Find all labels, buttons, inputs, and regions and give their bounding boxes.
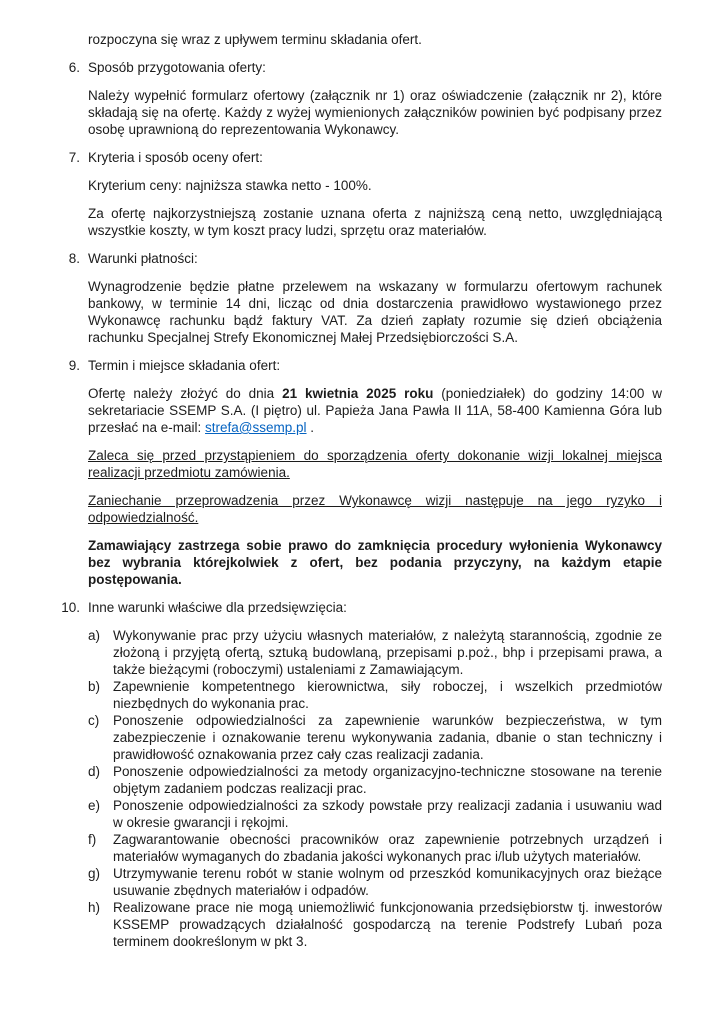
list-item-a-text: Wykonywanie prac przy użyciu własnych materiałów, z należytą starannością, zgodnie ze złożoną i przyjętą ofertą, sztuką budowlaną, przepisami p.poż., bhp i przepisami prawa, a także bieżącymi (roboczymi) ustaleniami z Zamawiającym.: [113, 628, 662, 677]
section10-list: [88, 627, 662, 950]
section10-title: Inne warunki właściwe dla przedsięwzięcia:: [88, 600, 347, 615]
section7-heading: [52, 149, 662, 166]
email-link[interactable]: strefa@ssemp.pl: [205, 420, 307, 435]
list-item-g: [88, 865, 662, 899]
section9-title: Termin i miejsce składania ofert:: [88, 358, 281, 373]
list-item-h-text: Realizowane prace nie mogą uniemożliwić funkcjonowania przedsiębiorstw tj. inwestorów KSSEMP prowadzących działalność gospodarczą na terenie Podstrefy Lubań poza terminem dookreślonym w pkt 3.: [113, 900, 662, 949]
section6-title: Sposób przygotowania oferty:: [88, 60, 266, 75]
list-item-b-letter: b): [88, 679, 101, 694]
continuation-line: rozpoczyna się wraz z upływem terminu składania ofert.: [88, 32, 422, 47]
list-item-h: [88, 899, 662, 950]
section8-number: 8.: [68, 251, 80, 266]
deadline-text-end: .: [306, 420, 315, 435]
section10-number: 10.: [61, 600, 80, 615]
list-item-a: [88, 627, 662, 678]
list-item-g-text: Utrzymywanie terenu robót w stanie wolnym od przeszkód komunikacyjnych oraz bieżące usuwanie zbędnych materiałów i odpadów.: [113, 866, 662, 898]
list-item-d-letter: d): [88, 764, 101, 779]
section9-deadline-paragraph: [88, 385, 662, 436]
section7-body: Za ofertę najkorzystniejszą zostanie uznana oferta z najniższą ceną netto, uwzględniającą wszystkie koszty, w tym koszt pracy ludzi, sprzętu oraz materiałów.: [88, 206, 662, 238]
list-item-b: [88, 678, 662, 712]
section6-body: Należy wypełnić formularz ofertowy (załącznik nr 1) oraz oświadczenie (załącznik nr 2), które składają się na ofertę. Każdy z wyżej wymienionych załączników powinien być podpisany przez osobę uprawnioną do reprezentowania Wykonawcy.: [88, 88, 662, 137]
section9-advice-underlined: Zaleca się przed przystąpieniem do sporządzenia oferty dokonanie wizji lokalnej miejsca realizacji przedmiotu zamówienia.: [88, 448, 662, 480]
list-item-c-text: Ponoszenie odpowiedzialności za zapewnienie warunków bezpieczeństwa, w tym zabezpieczenie i oznakowanie terenu wykonywania zadania, dbanie o stan techniczny i prawidłowość oznakowania przez cały czas realizacji zadania.: [113, 713, 662, 762]
list-item-e-text: Ponoszenie odpowiedzialności za szkody powstałe przy realizacji zadania i usuwaniu wad w okresie gwarancji i rękojmi.: [113, 798, 662, 830]
list-item-f: [88, 831, 662, 865]
section9-number: 9.: [68, 358, 80, 373]
list-item-f-text: Zagwarantowanie obecności pracowników oraz zapewnienie potrzebnych urządzeń i materiałów wymaganych do zbadania jakości wykonanych prac i/lub użytych materiałów.: [113, 832, 662, 864]
deadline-date: 21 kwietnia 2025 roku: [282, 386, 434, 401]
list-item-e-letter: e): [88, 798, 101, 813]
section6-number: 6.: [68, 60, 80, 75]
section8-heading: [52, 250, 662, 267]
section9-heading: [52, 357, 662, 374]
list-item-b-text: Zapewnienie kompetentnego kierownictwa, siły roboczej, i wszelkich przedmiotów niezbędnych do wykonania prac.: [113, 679, 662, 711]
list-item-c: [88, 712, 662, 763]
section10-heading: [52, 599, 662, 616]
list-item-g-letter: g): [88, 866, 101, 881]
list-item-e: [88, 797, 662, 831]
list-item-a-letter: a): [88, 628, 101, 643]
list-item-f-letter: f): [88, 832, 97, 847]
section7-title: Kryteria i sposób oceny ofert:: [88, 150, 263, 165]
section7-number: 7.: [68, 150, 80, 165]
deadline-text-pre: Ofertę należy złożyć do dnia: [88, 386, 283, 401]
section6-heading: [52, 59, 662, 76]
deadline-text-post: (poniedziałek) do godziny 14:00 w sekretariacie SSEMP S.A. (I piętro) ul. Papieża Jana Pawła II 11A, 58-400 Kamienna Góra lub przesłać na e-mail:: [88, 386, 662, 435]
section8-title: Warunki płatności:: [88, 251, 198, 266]
section7-criterion: Kryterium ceny: najniższa stawka netto - 100%.: [88, 178, 372, 193]
list-item-d-text: Ponoszenie odpowiedzialności za metody organizacyjno-techniczne stosowane na terenie objętym zadaniem podczas realizacji prac.: [113, 764, 662, 796]
section9-risk-underlined: Zaniechanie przeprowadzenia przez Wykonawcę wizji następuje na jego ryzyko i odpowiedzialność.: [88, 493, 662, 525]
section8-body: Wynagrodzenie będzie płatne przelewem na wskazany w formularzu ofertowym rachunek bankowy, w terminie 14 dni, licząc od dnia dostarczenia prawidłowo wystawionego przez Wykonawcę rachunku bądź faktury VAT. Za dzień zapłaty rozumie się dzień obciążenia rachunku Specjalnej Strefy Ekonomicznej Małej Przedsiębiorczości S.A.: [88, 279, 662, 345]
list-item-h-letter: h): [88, 900, 101, 915]
list-item-c-letter: c): [88, 713, 100, 728]
section9-reservation-bold: Zamawiający zastrzega sobie prawo do zamknięcia procedury wyłonienia Wykonawcy bez wybrania którejkolwiek z ofert, bez podania przyczyny, na każdym etapie postępowania.: [88, 538, 662, 587]
list-item-d: [88, 763, 662, 797]
